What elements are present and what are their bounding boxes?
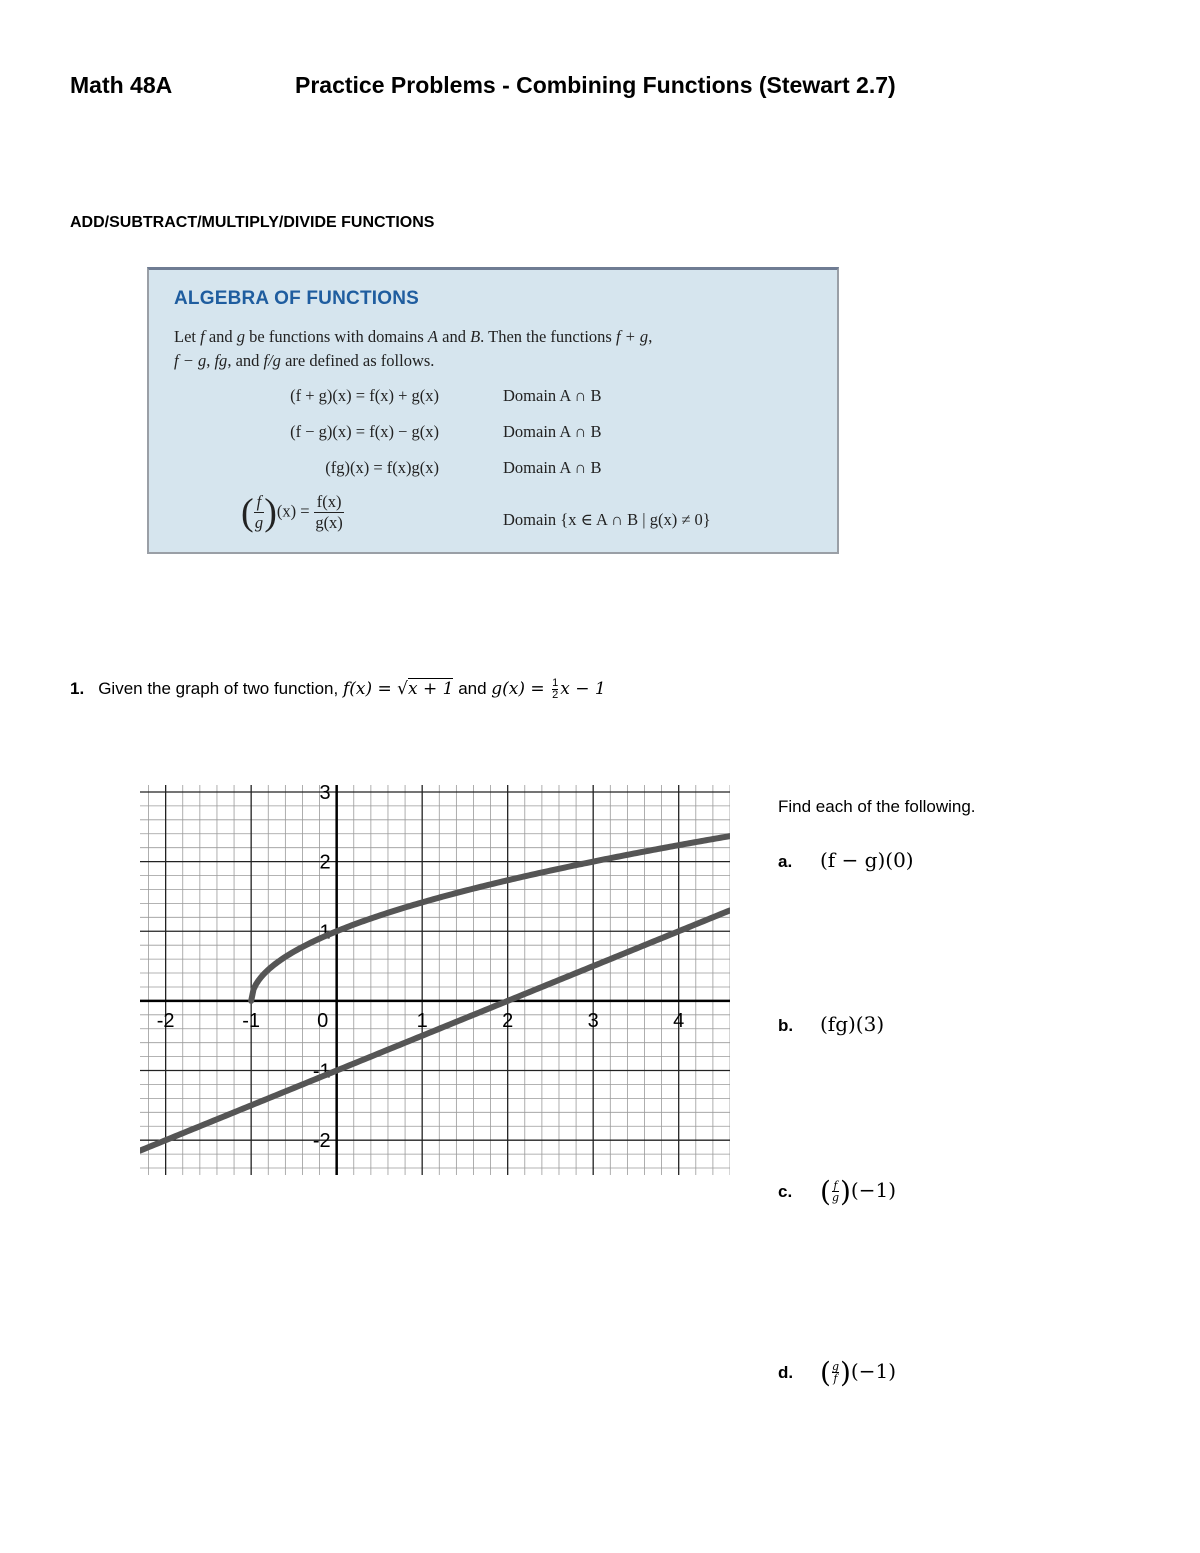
find-heading: Find each of the following.: [778, 797, 976, 816]
x-tick-label: 4: [673, 1009, 685, 1032]
box-intro: Let f and g be functions with domains A and B. Then the functions f + g, f − g, fg, and f/g are defined as follows.: [174, 327, 653, 370]
x-tick-label: 1: [416, 1009, 428, 1032]
course-name: Math 48A: [70, 72, 173, 98]
quotient-rule-domain: Domain {x ∈ A ∩ B | g(x) ≠ 0}: [503, 510, 711, 529]
sum-rule: (f + g)(x) = f(x) + g(x): [290, 386, 439, 405]
y-tick-label: -2: [312, 1130, 331, 1153]
x-tick-label: -2: [156, 1009, 175, 1032]
algebra-of-functions-box: [147, 267, 839, 554]
y-tick-label: 3: [319, 785, 331, 804]
part-d: d. ( $\frac{g}{f}$ )(−1): [778, 1356, 897, 1389]
box-title: ALGEBRA OF FUNCTIONS: [174, 288, 420, 309]
quotient-rule: ( $\frac{f}{g}$ )(x) = $\frac{f(x)}{g(x)}$: [241, 491, 343, 534]
section-title: ADD/SUBTRACT/MULTIPLY/DIVIDE FUNCTIONS: [70, 214, 435, 231]
part-c: c. ( $\frac{f}{g}$ )(−1): [778, 1175, 897, 1208]
x-tick-label: 2: [502, 1009, 514, 1032]
difference-rule: (f − g)(x) = f(x) − g(x): [290, 422, 439, 441]
difference-rule-domain: Domain A ∩ B: [503, 422, 602, 441]
product-rule-domain: Domain A ∩ B: [503, 458, 602, 477]
page-title: Practice Problems - Combining Functions (Stewart 2.7): [295, 72, 896, 98]
part-b: b. (fg)(3): [778, 1012, 885, 1036]
y-tick-label: 1: [319, 921, 331, 944]
sum-rule-domain: Domain A ∩ B: [503, 386, 602, 405]
y-tick-label: 2: [319, 851, 331, 874]
x-tick-label: 3: [587, 1009, 599, 1032]
part-a: a. (f − g)(0): [778, 848, 914, 872]
g-line: [140, 910, 730, 1153]
question-1: 1. Given the graph of two function, f(x) = √x + 1 and g(x) = $\frac{1}{2}$ x − 1: [70, 677, 606, 701]
x-tick-label: -1: [242, 1009, 261, 1032]
function-graph: [140, 785, 730, 1175]
product-rule: (fg)(x) = f(x)g(x): [325, 458, 439, 477]
x-tick-label: 0: [317, 1009, 329, 1032]
y-tick-label: -1: [312, 1060, 331, 1083]
